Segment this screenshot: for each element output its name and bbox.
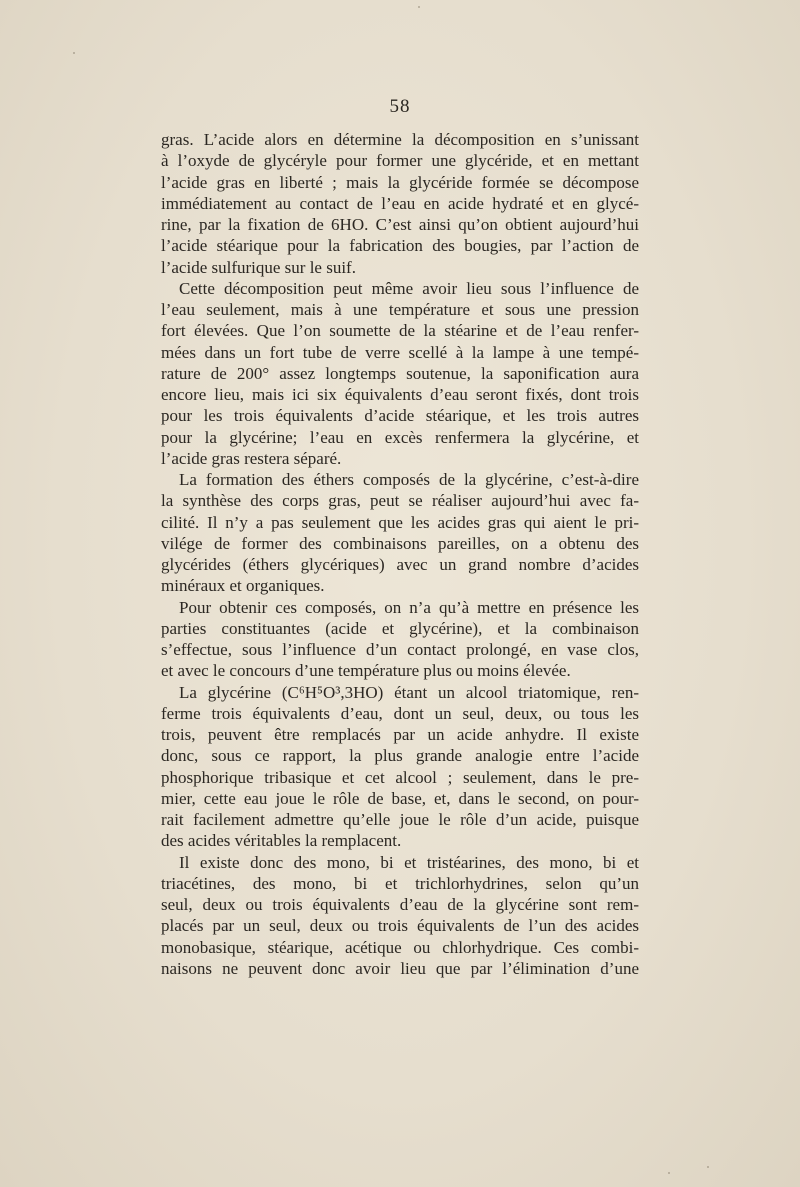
text-line: minéraux et organiques. xyxy=(161,576,325,596)
text-line: à l’oxyde de glycéryle pour former une glycéride, et en mettant xyxy=(161,151,639,171)
text-line: s’effectue, sous l’influence d’un contact prolongé, en vase clos, xyxy=(161,640,639,659)
text-line: mier, cette eau joue le rôle de base, et, dans le second, on pour- xyxy=(161,788,639,808)
text-line: rait facilement admettre qu’elle joue le rôle d’un acide, puisque xyxy=(161,810,639,829)
text-line: Il existe donc des mono, bi et tristéarines, des mono, bi et xyxy=(179,852,639,872)
text-line: vilége de former des combinaisons pareilles, on a obtenu des xyxy=(161,533,639,553)
text-line: triacétines, des mono, bi et trichlorhydrines, selon qu’un xyxy=(161,873,639,893)
text-line: trois, peuvent être remplacés par un acide anhydre. Il existe xyxy=(161,725,639,744)
text-line: immédiatement au contact de l’eau en acide hydraté et en glycé- xyxy=(161,193,639,213)
text-line: et avec le concours d’une température plus ou moins élevée. xyxy=(161,661,571,681)
text-line: naisons ne peuvent donc avoir lieu que par l’élimination d’une xyxy=(161,958,639,978)
text-line: placés par un seul, deux ou trois équivalents de l’un des acides xyxy=(161,916,639,936)
text-line: encore lieu, mais ici six équivalents d’eau seront fixés, dont trois xyxy=(161,385,639,404)
text-line: parties constituantes (acide et glycérine), et la combinaison xyxy=(161,618,639,638)
text-line: l’acide gras en liberté ; mais la glycéride formée se décompose xyxy=(161,172,639,192)
text-line: glycérides (éthers glycériques) avec un grand nombre d’acides xyxy=(161,555,639,574)
text-line: l’eau seulement, mais à une température et sous une pression xyxy=(161,300,639,319)
text-line: cilité. Il n’y a pas seulement que les acides gras qui aient le pri- xyxy=(161,512,639,532)
text-line: Cette décomposition peut même avoir lieu sous l’influence de xyxy=(179,278,639,298)
body-text xyxy=(161,129,639,979)
paper-speck xyxy=(668,1172,670,1174)
text-line: La formation des éthers composés de la glycérine, c’est-à-dire xyxy=(179,470,639,489)
text-line: pour la glycérine; l’eau en excès renfermera la glycérine, et xyxy=(161,427,639,447)
text-line: l’acide gras restera séparé. xyxy=(161,448,342,468)
text-line: La glycérine (C⁶H⁵O³,3HO) étant un alcool triatomique, ren- xyxy=(179,682,639,702)
text-line: monobasique, stéarique, acétique ou chlorhydrique. Ces combi- xyxy=(161,937,639,957)
text-line: rine, par la fixation de 6HO. C’est ainsi qu’on obtient aujourd’hui xyxy=(161,215,639,234)
paper-speck xyxy=(73,52,75,54)
text-line: l’acide sulfurique sur le suif. xyxy=(161,257,356,277)
text-line: des acides véritables la remplacent. xyxy=(161,831,402,851)
text-line: rature de 200° assez longtemps soutenue, la saponification aura xyxy=(161,363,639,383)
text-line: phosphorique tribasique et cet alcool ; seulement, dans le pre- xyxy=(161,767,639,787)
text-line: fort élevées. Que l’on soumette de la stéarine et de l’eau renfer- xyxy=(161,321,639,341)
paper-speck xyxy=(707,1166,709,1168)
text-line: gras. L’acide alors en détermine la décomposition en s’unissant xyxy=(161,130,639,149)
text-line: l’acide stéarique pour la fabrication des bougies, par l’action de xyxy=(161,236,639,256)
text-line: donc, sous ce rapport, la plus grande analogie entre l’acide xyxy=(161,746,639,766)
text-line: seul, deux ou trois équivalents d’eau de la glycérine sont rem- xyxy=(161,895,639,914)
text-line: mées dans un fort tube de verre scellé à la lampe à une tempé- xyxy=(161,342,639,362)
text-line: Pour obtenir ces composés, on n’a qu’à mettre en présence les xyxy=(179,597,639,617)
text-line: la synthèse des corps gras, peut se réaliser aujourd’hui avec fa- xyxy=(161,491,639,511)
page-number: 58 xyxy=(389,96,411,117)
text-line: ferme trois équivalents d’eau, dont un seul, deux, ou tous les xyxy=(161,703,639,723)
text-line: pour les trois équivalents d’acide stéarique, et les trois autres xyxy=(161,406,639,426)
paper-speck xyxy=(418,6,420,8)
